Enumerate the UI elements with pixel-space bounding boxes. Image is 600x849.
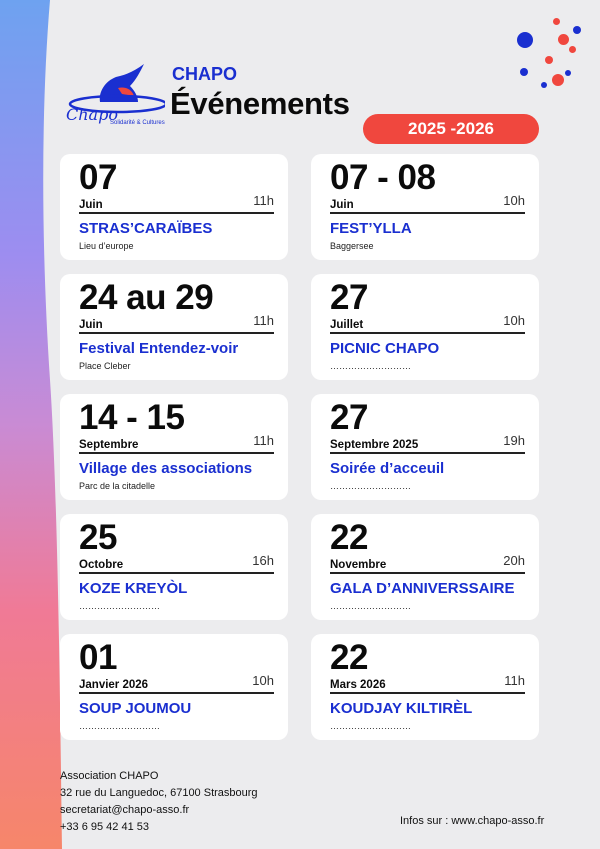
- dot: [541, 82, 547, 88]
- event-card: [311, 514, 539, 620]
- event-date: 25: [79, 518, 117, 557]
- event-name: Soirée d’acceuil: [330, 460, 445, 477]
- event-date: 27: [330, 278, 368, 317]
- event-card: [60, 274, 288, 380]
- dot: [520, 68, 528, 76]
- event-date: 01: [79, 638, 117, 677]
- divider: [330, 332, 525, 334]
- event-place: ………………………: [330, 361, 411, 371]
- event-card: [60, 514, 288, 620]
- event-place: Place Cleber: [79, 361, 131, 371]
- email: secretariat@chapo-asso.fr: [60, 804, 190, 816]
- website-info: Infos sur : www.chapo-asso.fr: [400, 815, 545, 827]
- event-date: 24 au 29: [79, 278, 214, 317]
- event-month: Septembre: [79, 439, 139, 451]
- event-month: Juin: [79, 319, 103, 331]
- divider: [79, 692, 274, 694]
- event-month: Mars 2026: [330, 679, 386, 691]
- event-name: Festival Entendez-voir: [79, 340, 239, 357]
- event-month: Juin: [330, 199, 354, 211]
- divider: [330, 692, 525, 694]
- organization-name: Association CHAPO: [60, 770, 159, 782]
- divider: [330, 572, 525, 574]
- event-name: KOUDJAY KILTIRÈL: [330, 700, 473, 717]
- event-time: 11h: [253, 193, 274, 208]
- event-time: 20h: [503, 553, 525, 568]
- phone: +33 6 95 42 41 53: [60, 821, 149, 833]
- logo-text: Chapo: [66, 105, 118, 124]
- logo-subtitle: Solidarité & Cultures: [110, 120, 165, 126]
- divider: [79, 452, 274, 454]
- event-place: ………………………: [330, 481, 411, 491]
- dot: [565, 70, 571, 76]
- address: 32 rue du Languedoc, 67100 Strasbourg: [60, 787, 258, 799]
- event-time: 11h: [253, 313, 274, 328]
- event-month: Juin: [79, 199, 103, 211]
- dot: [573, 26, 581, 34]
- divider: [79, 212, 274, 214]
- dot: [545, 56, 553, 64]
- divider: [330, 452, 525, 454]
- event-date: 07 - 08: [330, 158, 436, 197]
- event-time: 19h: [503, 433, 525, 448]
- dot: [517, 32, 533, 48]
- event-month: Octobre: [79, 559, 124, 571]
- contact-block: [60, 768, 258, 836]
- event-time: 11h: [504, 673, 525, 688]
- event-name: Village des associations: [79, 460, 253, 477]
- event-time: 11h: [253, 433, 274, 448]
- event-card: [60, 154, 288, 260]
- event-name: SOUP JOUMOU: [79, 700, 192, 717]
- event-time: 16h: [252, 553, 274, 568]
- event-name: PICNIC CHAPO: [330, 340, 440, 357]
- event-time: 10h: [503, 193, 525, 208]
- dot: [569, 46, 576, 53]
- event-name: KOZE KREYÒL: [79, 580, 188, 597]
- event-time: 10h: [252, 673, 274, 688]
- event-month: Novembre: [330, 559, 387, 571]
- event-name: GALA D’ANNIVERSSAIRE: [330, 580, 515, 597]
- event-time: 10h: [503, 313, 525, 328]
- dot: [553, 18, 560, 25]
- event-place: ………………………: [330, 601, 411, 611]
- event-name: FEST’YLLA: [330, 220, 412, 237]
- event-card: [60, 634, 288, 740]
- dot: [558, 34, 569, 45]
- event-month: Juillet: [330, 319, 364, 331]
- event-month: Janvier 2026: [79, 679, 149, 691]
- event-card: [311, 154, 539, 260]
- divider: [79, 572, 274, 574]
- event-date: 22: [330, 518, 368, 557]
- divider: [330, 212, 525, 214]
- event-card: [311, 394, 539, 500]
- brand-name: CHAPO: [172, 64, 238, 84]
- divider: [79, 332, 274, 334]
- event-card: [311, 634, 539, 740]
- event-name: STRAS’CARAÏBES: [79, 220, 213, 237]
- season-badge: 2025 -2026: [363, 114, 539, 144]
- chapo-logo: [60, 60, 165, 132]
- event-date: 27: [330, 398, 368, 437]
- event-place: Baggersee: [330, 241, 374, 251]
- page-title: Événements: [170, 86, 350, 121]
- event-date: 07: [79, 158, 117, 197]
- event-date: 14 - 15: [79, 398, 185, 437]
- event-month: Septembre 2025: [330, 439, 419, 451]
- event-place: Parc de la citadelle: [79, 481, 156, 491]
- event-date: 22: [330, 638, 368, 677]
- decorative-dots: [515, 18, 585, 93]
- event-place: ………………………: [79, 721, 160, 731]
- event-place: ………………………: [79, 601, 160, 611]
- event-card: [311, 274, 539, 380]
- event-card: [60, 394, 288, 500]
- event-place: Lieu d’europe: [79, 241, 134, 251]
- dot: [552, 74, 564, 86]
- event-place: ………………………: [330, 721, 411, 731]
